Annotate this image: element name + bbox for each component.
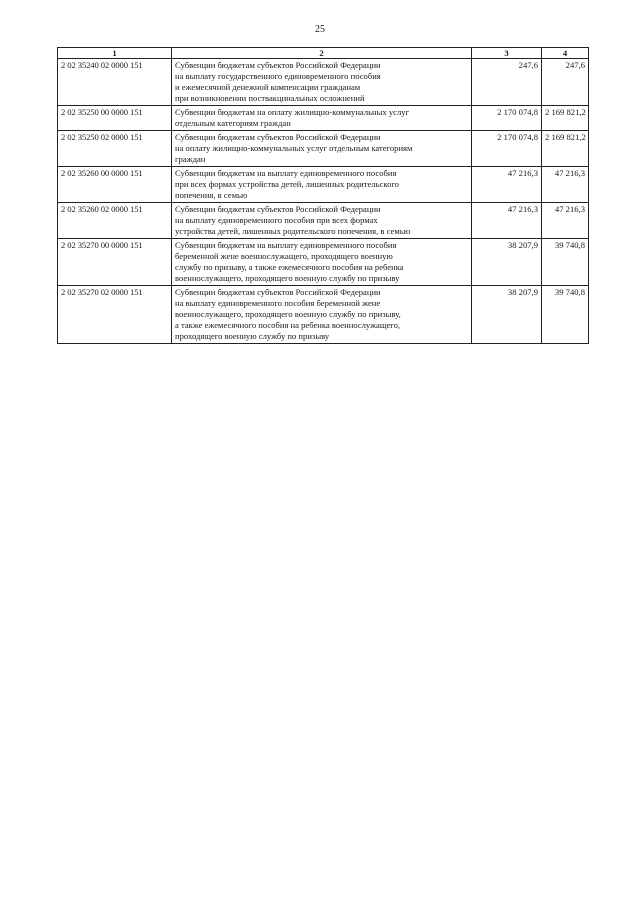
budget-code-cell: 2 02 35260 02 0000 151 <box>58 203 172 239</box>
amount-col3-cell: 38 207,9 <box>472 239 542 286</box>
amount-col3-cell: 2 170 074,8 <box>472 106 542 131</box>
amount-col3-cell: 38 207,9 <box>472 286 542 344</box>
amount-col4-cell: 47 216,3 <box>542 167 589 203</box>
amount-col3-cell: 247,6 <box>472 59 542 106</box>
amount-col4-cell: 247,6 <box>542 59 589 106</box>
budget-table <box>57 47 589 344</box>
table-row <box>58 59 589 106</box>
budget-code-cell: 2 02 35270 00 0000 151 <box>58 239 172 286</box>
amount-col3-cell: 2 170 074,8 <box>472 131 542 167</box>
table-row <box>58 239 589 286</box>
amount-col4-cell: 39 740,8 <box>542 239 589 286</box>
column-header-1: 1 <box>58 48 172 59</box>
budget-code-cell: 2 02 35250 00 0000 151 <box>58 106 172 131</box>
description-cell: Субвенции бюджетам субъектов Российской Федерации на выплату единовременного пособия беременной жене военнослужащего, проходящего военную службу по призыву, а также ежемесячного пособия на ребенка военнослужащего, проходящего военную службу по призыву <box>172 286 472 344</box>
budget-code-cell: 2 02 35270 02 0000 151 <box>58 286 172 344</box>
description-cell: Субвенции бюджетам на оплату жилищно-коммунальных услуг отдельным категориям граждан <box>172 106 472 131</box>
amount-col4-cell: 2 169 821,2 <box>542 131 589 167</box>
table-row <box>58 131 589 167</box>
budget-code-cell: 2 02 35240 02 0000 151 <box>58 59 172 106</box>
page-number: 25 <box>315 24 325 35</box>
table-row <box>58 106 589 131</box>
column-header-2: 2 <box>172 48 472 59</box>
table-row <box>58 203 589 239</box>
column-header-3: 3 <box>472 48 542 59</box>
description-cell: Субвенции бюджетам на выплату единовременного пособия при всех формах устройства детей, лишенных родительского попечения, в семью <box>172 167 472 203</box>
amount-col3-cell: 47 216,3 <box>472 167 542 203</box>
description-cell: Субвенции бюджетам субъектов Российской Федерации на оплату жилищно-коммунальных услуг отдельным категориям граждан <box>172 131 472 167</box>
table-row <box>58 167 589 203</box>
budget-code-cell: 2 02 35250 02 0000 151 <box>58 131 172 167</box>
amount-col4-cell: 39 740,8 <box>542 286 589 344</box>
description-cell: Субвенции бюджетам субъектов Российской Федерации на выплату единовременного пособия при всех формах устройства детей, лишенных родительского попечения, в семью <box>172 203 472 239</box>
amount-col4-cell: 47 216,3 <box>542 203 589 239</box>
table-header-row <box>58 48 589 59</box>
table-row <box>58 286 589 344</box>
budget-code-cell: 2 02 35260 00 0000 151 <box>58 167 172 203</box>
description-cell: Субвенции бюджетам на выплату единовременного пособия беременной жене военнослужащего, проходящего военную службу по призыву, а также ежемесячного пособия на ребенка военнослужащего, проходящего военную службу по призыву <box>172 239 472 286</box>
column-header-4: 4 <box>542 48 589 59</box>
amount-col3-cell: 47 216,3 <box>472 203 542 239</box>
amount-col4-cell: 2 169 821,2 <box>542 106 589 131</box>
description-cell: Субвенции бюджетам субъектов Российской Федерации на выплату государственного единовременного пособия и ежемесячной денежной компенсации гражданам при возникновении поствакцинальных осложнений <box>172 59 472 106</box>
